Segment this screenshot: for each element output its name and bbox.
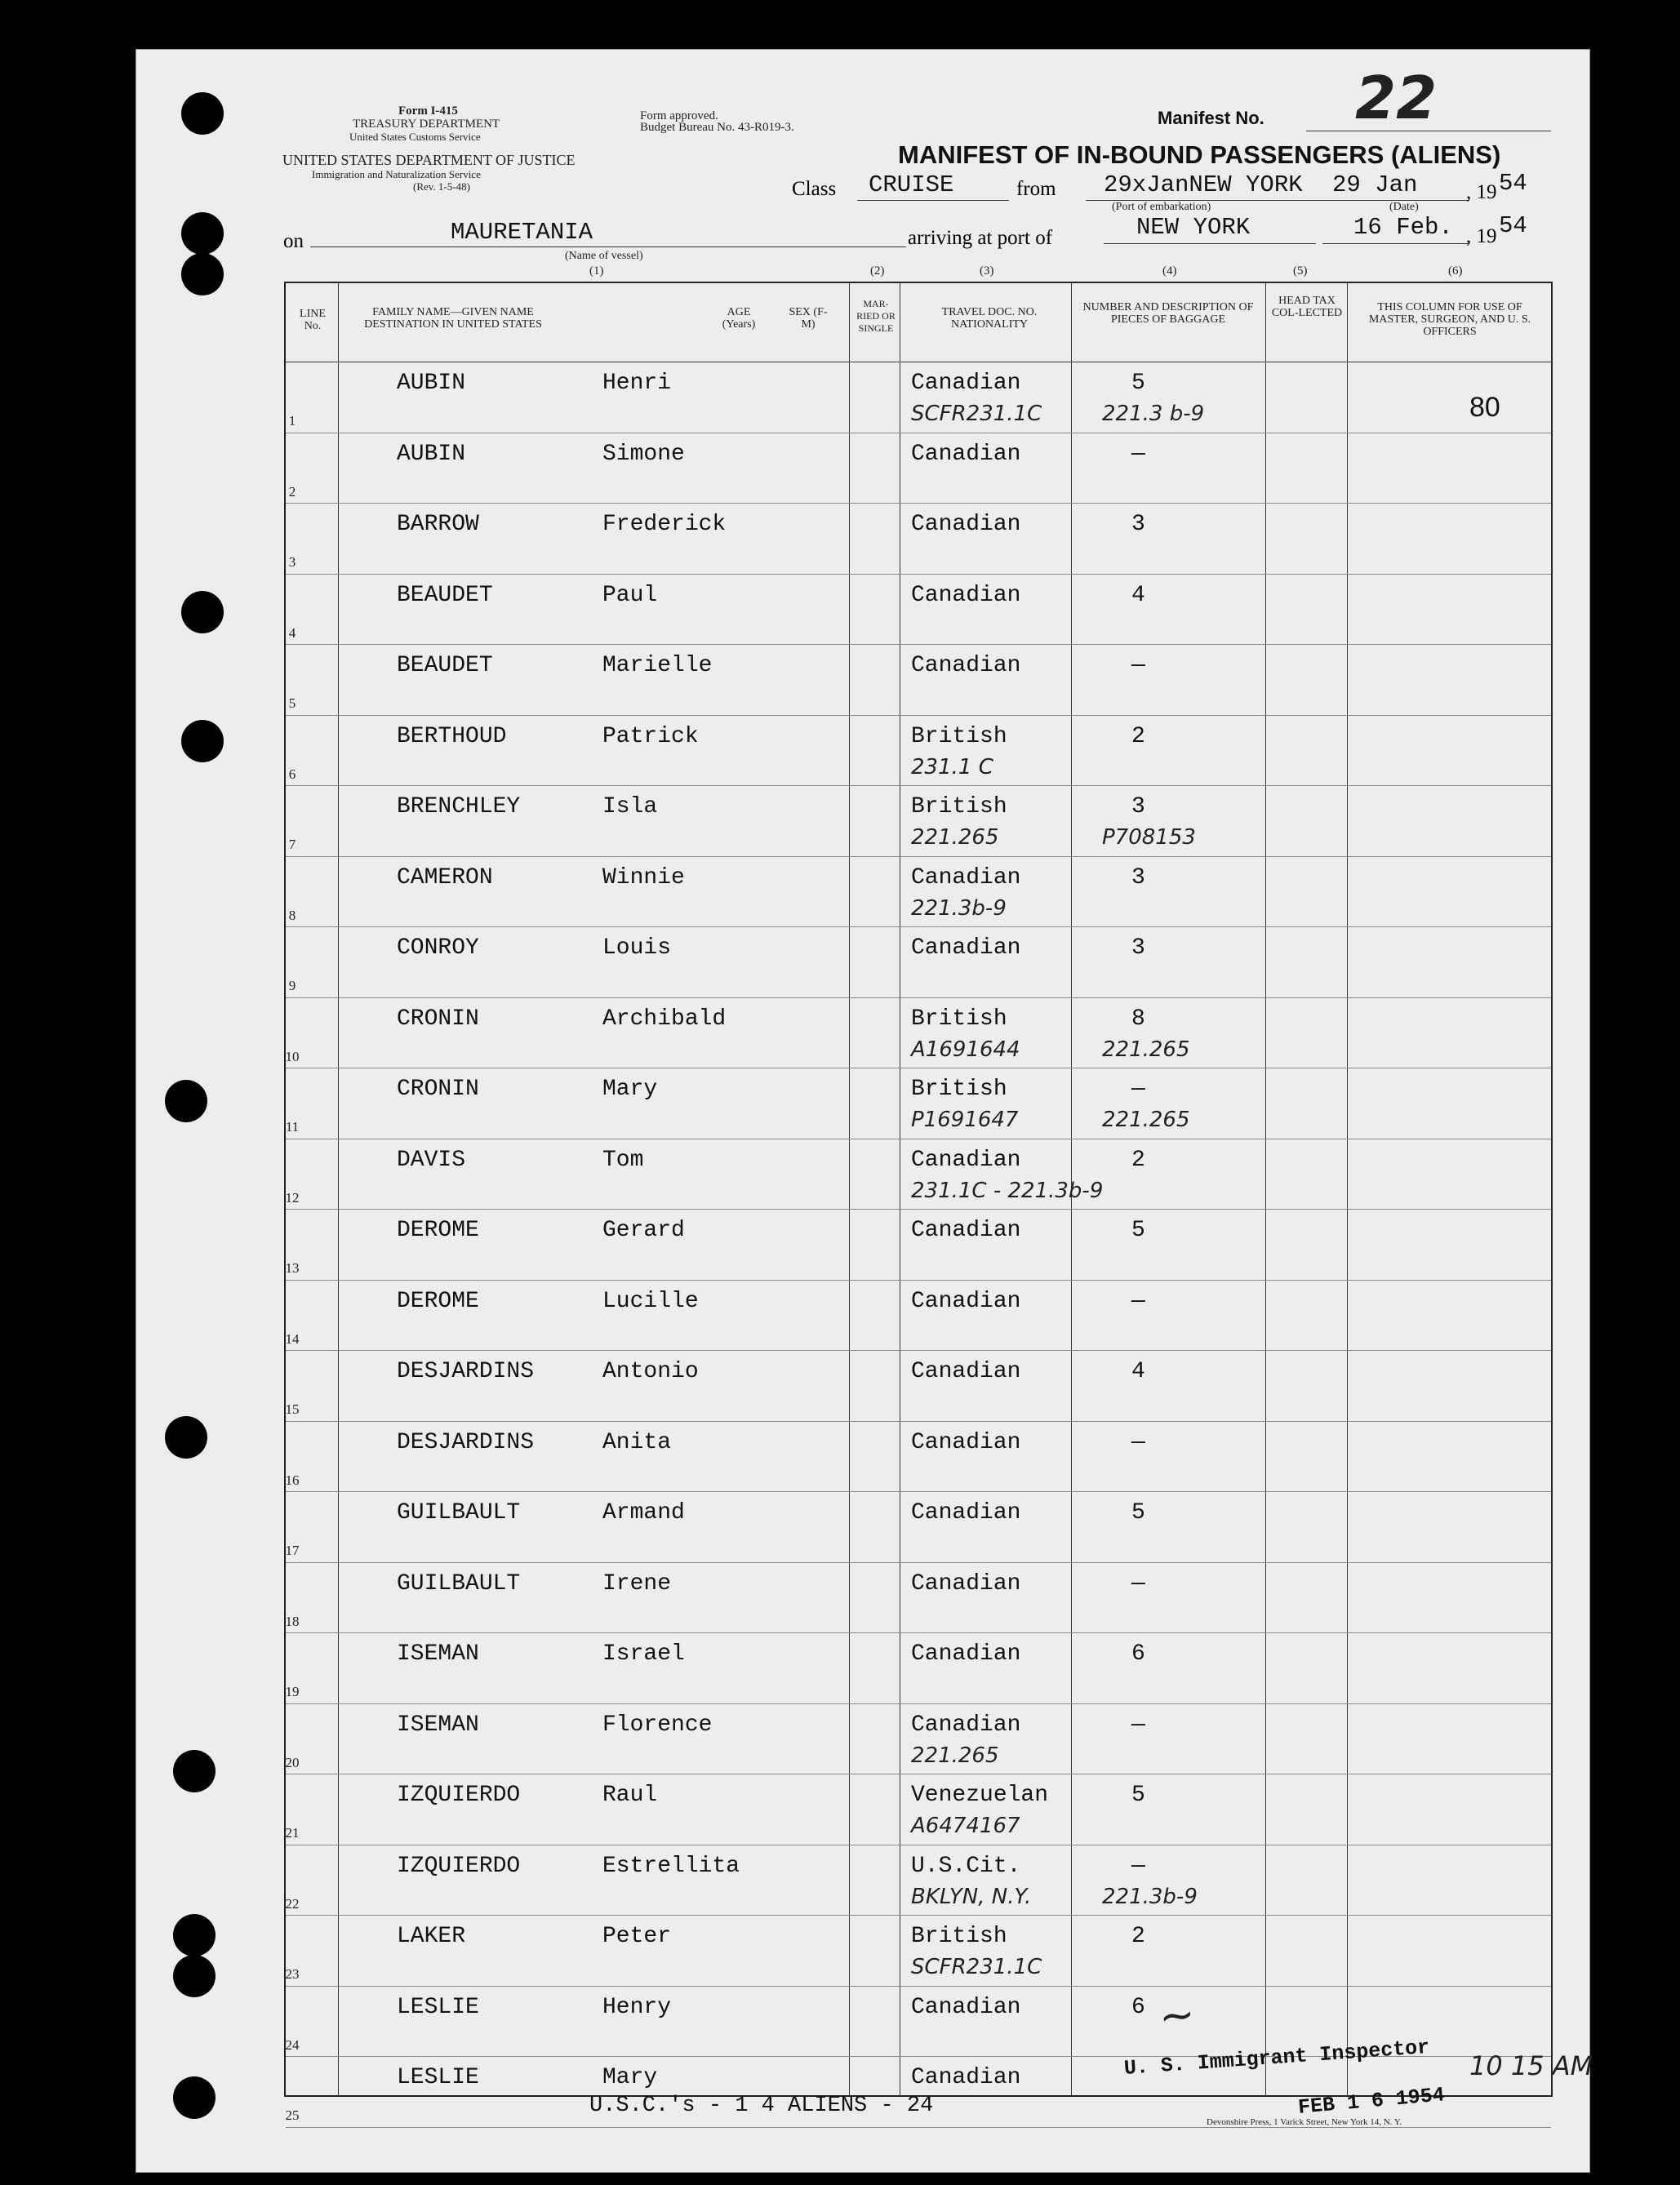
family-name: BEAUDET xyxy=(397,653,493,678)
arriving-label: arriving at port of xyxy=(908,227,1053,249)
line-number: 10 xyxy=(285,1048,300,1064)
baggage-count: 6 xyxy=(1131,1994,1145,2020)
date-caption: (Date) xyxy=(1389,201,1419,213)
header-line-no: LINE No. xyxy=(300,308,326,332)
inspector-stamp: U. S. Immigrant Inspector xyxy=(1123,2035,1431,2081)
line-number: 3 xyxy=(288,554,296,570)
baggage-note: 221.265 xyxy=(1102,1108,1190,1132)
line-number: 21 xyxy=(285,1825,300,1841)
line-number: 20 xyxy=(285,1754,300,1770)
travel-doc-note: 221.265 xyxy=(911,1743,999,1768)
family-name: CAMERON xyxy=(397,864,493,890)
baggage-count: — xyxy=(1131,1570,1145,1597)
table-row xyxy=(286,998,1551,1069)
given-name: Lucille xyxy=(602,1288,699,1314)
given-name: Henry xyxy=(602,1994,672,2020)
travel-doc-note: BKLYN, N.Y. xyxy=(911,1884,1032,1909)
header-baggage: NUMBER AND DESCRIPTION OF PIECES OF BAGGAGE xyxy=(1082,301,1254,326)
treasury-dept: TREASURY DEPARTMENT xyxy=(353,118,500,131)
table-row xyxy=(286,1422,1551,1493)
line-number: 12 xyxy=(285,1189,300,1206)
travel-doc-note: 231.1C - 221.3b-9 xyxy=(911,1178,1104,1203)
baggage-count: 2 xyxy=(1131,1924,1145,1949)
given-name: Raul xyxy=(602,1783,658,1808)
line-number: 13 xyxy=(285,1260,300,1276)
given-name: Antonio xyxy=(602,1359,699,1384)
ins-service: Immigration and Naturalization Service xyxy=(312,168,481,180)
col-num-2: (2) xyxy=(870,264,885,278)
line-number: 14 xyxy=(285,1330,300,1347)
nationality: Canadian xyxy=(911,1359,1021,1384)
nationality: Venezuelan xyxy=(911,1783,1049,1808)
baggage-count: 5 xyxy=(1131,1783,1145,1808)
family-name: LESLIE xyxy=(397,1994,479,2020)
nationality: Canadian xyxy=(911,1994,1021,2020)
table-row xyxy=(286,1492,1551,1563)
header-travel-doc: TRAVEL DOC. NO. NATIONALITY xyxy=(941,306,1038,331)
embarkation-caption: (Port of embarkation) xyxy=(1112,201,1211,213)
manifest-title: MANIFEST OF IN-BOUND PASSENGERS (ALIENS) xyxy=(898,140,1501,169)
table-row xyxy=(286,1139,1551,1210)
nationality: Canadian xyxy=(911,1429,1021,1455)
given-name: Tom xyxy=(602,1147,644,1173)
baggage-count: 2 xyxy=(1131,723,1145,749)
revision: (Rev. 1-5-48) xyxy=(413,180,470,193)
line-number: 15 xyxy=(285,1401,300,1417)
given-name: Estrellita xyxy=(602,1853,740,1879)
nationality: U.S.Cit. xyxy=(911,1853,1021,1879)
table-row xyxy=(286,716,1551,787)
given-name: Louis xyxy=(602,935,672,961)
family-name: IZQUIERDO xyxy=(397,1783,521,1808)
baggage-count: 3 xyxy=(1131,794,1145,819)
class-label: Class xyxy=(792,178,837,200)
manifest-no-label: Manifest No. xyxy=(1158,108,1264,128)
nationality: British xyxy=(911,794,1007,819)
nationality: British xyxy=(911,1077,1007,1102)
vessel-caption: (Name of vessel) xyxy=(565,250,643,262)
family-name: ISEMAN xyxy=(397,1712,479,1738)
family-name: BRENCHLEY xyxy=(397,794,521,819)
given-name: Mary xyxy=(602,1077,658,1102)
table-row xyxy=(286,1210,1551,1281)
customs-service: United States Customs Service xyxy=(349,131,481,143)
nationality: Canadian xyxy=(911,441,1021,467)
line-number: 24 xyxy=(285,2036,300,2053)
given-name: Frederick xyxy=(602,512,727,537)
table-row xyxy=(286,1774,1551,1845)
table-row xyxy=(286,1845,1551,1916)
from-label: from xyxy=(1016,178,1056,200)
punch-hole xyxy=(181,92,224,135)
family-name: ISEMAN xyxy=(397,1641,479,1667)
given-name: Archibald xyxy=(602,1006,727,1032)
header-age: AGE (Years) xyxy=(722,306,756,331)
nationality: British xyxy=(911,723,1007,749)
punch-hole xyxy=(173,2076,216,2119)
arrival-year: 54 xyxy=(1499,212,1527,239)
line-number: 5 xyxy=(288,695,296,711)
nationality: Canadian xyxy=(911,1641,1021,1667)
given-name: Irene xyxy=(602,1570,672,1597)
line-number: 1 xyxy=(288,413,296,429)
line-number: 22 xyxy=(285,1895,300,1912)
punch-hole xyxy=(181,212,224,255)
family-name: LESLIE xyxy=(397,2065,479,2090)
family-name: AUBIN xyxy=(397,371,466,396)
punch-hole xyxy=(181,720,224,762)
officer-note: 80 xyxy=(1469,392,1500,423)
header-officers: THIS COLUMN FOR USE OF MASTER, SURGEON, AND U. S. OFFICERS xyxy=(1368,301,1531,338)
baggage-note: 221.3 b-9 xyxy=(1102,402,1205,426)
printer-credit: Devonshire Press, 1 Varick Street, New York 14, N. Y. xyxy=(1207,2117,1402,2127)
baggage-note: 221.3b-9 xyxy=(1102,1884,1198,1909)
family-name: GUILBAULT xyxy=(397,1500,521,1526)
table-row xyxy=(286,1351,1551,1422)
header-sex: SEX (F-M) xyxy=(789,306,828,331)
nationality: Canadian xyxy=(911,1500,1021,1526)
baggage-count: 2 xyxy=(1131,1147,1145,1173)
family-name: GUILBAULT xyxy=(397,1570,521,1597)
baggage-count: 6 xyxy=(1131,1641,1145,1667)
table-row xyxy=(286,1916,1551,1987)
stamp-date: FEB 1 6 1954 xyxy=(1297,2083,1446,2120)
footer-summary: U.S.C.'s - 1 4 ALIENS - 24 xyxy=(589,2094,934,2118)
baggage-count: 3 xyxy=(1131,935,1145,961)
arrival-year-prefix: , 19 xyxy=(1466,225,1497,247)
line-number: 25 xyxy=(285,2107,300,2123)
baggage-count: 5 xyxy=(1131,1218,1145,1243)
line-number: 6 xyxy=(288,766,296,782)
family-name: CONROY xyxy=(397,935,479,961)
travel-doc-note: 221.3b-9 xyxy=(911,895,1007,921)
travel-doc-note: A1691644 xyxy=(911,1037,1020,1062)
header-married: MAR-RIED OR SINGLE xyxy=(856,298,896,334)
embarkation-date: 29 Jan xyxy=(1332,171,1418,198)
baggage-count: — xyxy=(1131,1429,1145,1455)
punch-hole xyxy=(181,253,224,295)
baggage-count: — xyxy=(1131,441,1145,467)
family-name: IZQUIERDO xyxy=(397,1853,521,1879)
baggage-count: 8 xyxy=(1131,1006,1145,1032)
baggage-count: 5 xyxy=(1131,1500,1145,1526)
family-name: DESJARDINS xyxy=(397,1359,535,1384)
on-label: on xyxy=(283,230,304,252)
baggage-note: P708153 xyxy=(1102,825,1196,850)
col-num-4: (4) xyxy=(1162,264,1177,278)
baggage-count: 5 xyxy=(1131,371,1145,396)
punch-hole xyxy=(173,1955,216,1997)
embarkation-year: 54 xyxy=(1499,170,1527,197)
col-num-5: (5) xyxy=(1293,264,1308,278)
nationality: Canadian xyxy=(911,935,1021,961)
family-name: LAKER xyxy=(397,1924,466,1949)
inspector-signature: ~ xyxy=(1156,1989,1198,2043)
punch-hole xyxy=(165,1080,207,1122)
travel-doc-note: P1691647 xyxy=(911,1108,1019,1132)
table-row xyxy=(286,1068,1551,1139)
given-name: Florence xyxy=(602,1712,713,1738)
nationality: Canadian xyxy=(911,1712,1021,1738)
family-name: DAVIS xyxy=(397,1147,466,1173)
given-name: Henri xyxy=(602,371,672,396)
nationality: Canadian xyxy=(911,582,1021,608)
family-name: AUBIN xyxy=(397,441,466,467)
travel-doc-note: 231.1 C xyxy=(911,754,993,779)
family-name: BERTHOUD xyxy=(397,723,507,749)
arrival-date: 16 Feb. xyxy=(1353,214,1453,241)
budget-bureau: Budget Bureau No. 43-R019-3. xyxy=(640,121,794,134)
given-name: Gerard xyxy=(602,1218,685,1243)
form-approved: Form approved. xyxy=(640,109,718,122)
table-row xyxy=(286,1563,1551,1634)
embarkation-port: 29xJanNEW YORK xyxy=(1104,171,1303,198)
family-name: CRONIN xyxy=(397,1077,479,1102)
travel-doc-note: SCFR231.1C xyxy=(911,1955,1042,1979)
col-num-1: (1) xyxy=(589,264,604,278)
nationality: Canadian xyxy=(911,1218,1021,1243)
line-number: 11 xyxy=(285,1119,300,1135)
nationality: Canadian xyxy=(911,1570,1021,1597)
table-row xyxy=(286,1704,1551,1775)
given-name: Anita xyxy=(602,1429,672,1455)
nationality: Canadian xyxy=(911,653,1021,678)
header-name: FAMILY NAME—GIVEN NAME DESTINATION IN UNITED STATES xyxy=(364,306,542,331)
embarkation-year-prefix: , 19 xyxy=(1466,181,1497,203)
baggage-count: — xyxy=(1131,1077,1145,1102)
nationality: Canadian xyxy=(911,2065,1021,2090)
nationality: Canadian xyxy=(911,864,1021,890)
baggage-note: 221.265 xyxy=(1102,1037,1190,1062)
line-number: 8 xyxy=(288,907,296,923)
baggage-count: 4 xyxy=(1131,582,1145,608)
nationality: Canadian xyxy=(911,1147,1021,1173)
nationality: British xyxy=(911,1924,1007,1949)
family-name: BEAUDET xyxy=(397,582,493,608)
col-num-3: (3) xyxy=(980,264,994,278)
justice-dept: UNITED STATES DEPARTMENT OF JUSTICE xyxy=(282,152,576,168)
line-number: 2 xyxy=(288,483,296,500)
table-row xyxy=(286,433,1551,504)
family-name: DEROME xyxy=(397,1218,479,1243)
nationality: Canadian xyxy=(911,371,1021,396)
baggage-count: — xyxy=(1131,653,1145,678)
given-name: Simone xyxy=(602,441,685,467)
punch-hole xyxy=(165,1416,207,1459)
col-num-6: (6) xyxy=(1448,264,1463,278)
family-name: BARROW xyxy=(397,512,479,537)
line-number: 9 xyxy=(288,978,296,993)
given-name: Israel xyxy=(602,1641,685,1667)
family-name: DESJARDINS xyxy=(397,1429,535,1455)
given-name: Isla xyxy=(602,794,658,819)
arrival-port: NEW YORK xyxy=(1136,214,1251,241)
given-name: Paul xyxy=(602,582,658,608)
given-name: Peter xyxy=(602,1924,672,1949)
punch-hole xyxy=(173,1750,216,1792)
line-number: 23 xyxy=(285,1966,300,1982)
baggage-count: 3 xyxy=(1131,864,1145,890)
table-row xyxy=(286,645,1551,716)
baggage-count: 4 xyxy=(1131,1359,1145,1384)
form-id: Form I-415 xyxy=(398,104,458,118)
given-name: Patrick xyxy=(602,723,699,749)
vessel-name: MAURETANIA xyxy=(451,219,593,246)
given-name: Armand xyxy=(602,1500,685,1526)
line-number: 18 xyxy=(285,1613,300,1629)
line-number: 7 xyxy=(288,837,296,852)
table-row xyxy=(286,786,1551,857)
nationality: Canadian xyxy=(911,512,1021,537)
line-number: 17 xyxy=(285,1543,300,1558)
line-number: 16 xyxy=(285,1472,300,1488)
baggage-count: — xyxy=(1131,1288,1145,1314)
travel-doc-note: 221.265 xyxy=(911,825,999,850)
stamp-time: 10 15 AM xyxy=(1469,2050,1593,2081)
baggage-count: — xyxy=(1131,1712,1145,1738)
nationality: Canadian xyxy=(911,1288,1021,1314)
given-name: Marielle xyxy=(602,653,713,678)
table-row xyxy=(286,857,1551,928)
manifest-no-value: 22 xyxy=(1355,64,1438,132)
given-name: Winnie xyxy=(602,864,685,890)
punch-hole xyxy=(173,1914,216,1956)
table-row xyxy=(286,575,1551,646)
given-name: Mary xyxy=(602,2065,658,2090)
family-name: CRONIN xyxy=(397,1006,479,1032)
table-row xyxy=(286,504,1551,575)
table-row xyxy=(286,1281,1551,1352)
table-row xyxy=(286,927,1551,998)
baggage-count: 3 xyxy=(1131,512,1145,537)
nationality: British xyxy=(911,1006,1007,1032)
line-number: 4 xyxy=(288,624,296,641)
table-row xyxy=(286,1633,1551,1704)
family-name: DEROME xyxy=(397,1288,479,1314)
travel-doc-note: SCFR231.1C xyxy=(911,402,1042,426)
baggage-count: — xyxy=(1131,1853,1145,1879)
header-head-tax: HEAD TAX COL-LECTED xyxy=(1271,295,1343,319)
punch-hole xyxy=(181,591,224,633)
table-row xyxy=(286,362,1551,433)
line-number: 19 xyxy=(285,1684,300,1699)
travel-doc-note: A6474167 xyxy=(911,1814,1020,1838)
class-value: CRUISE xyxy=(869,171,954,198)
